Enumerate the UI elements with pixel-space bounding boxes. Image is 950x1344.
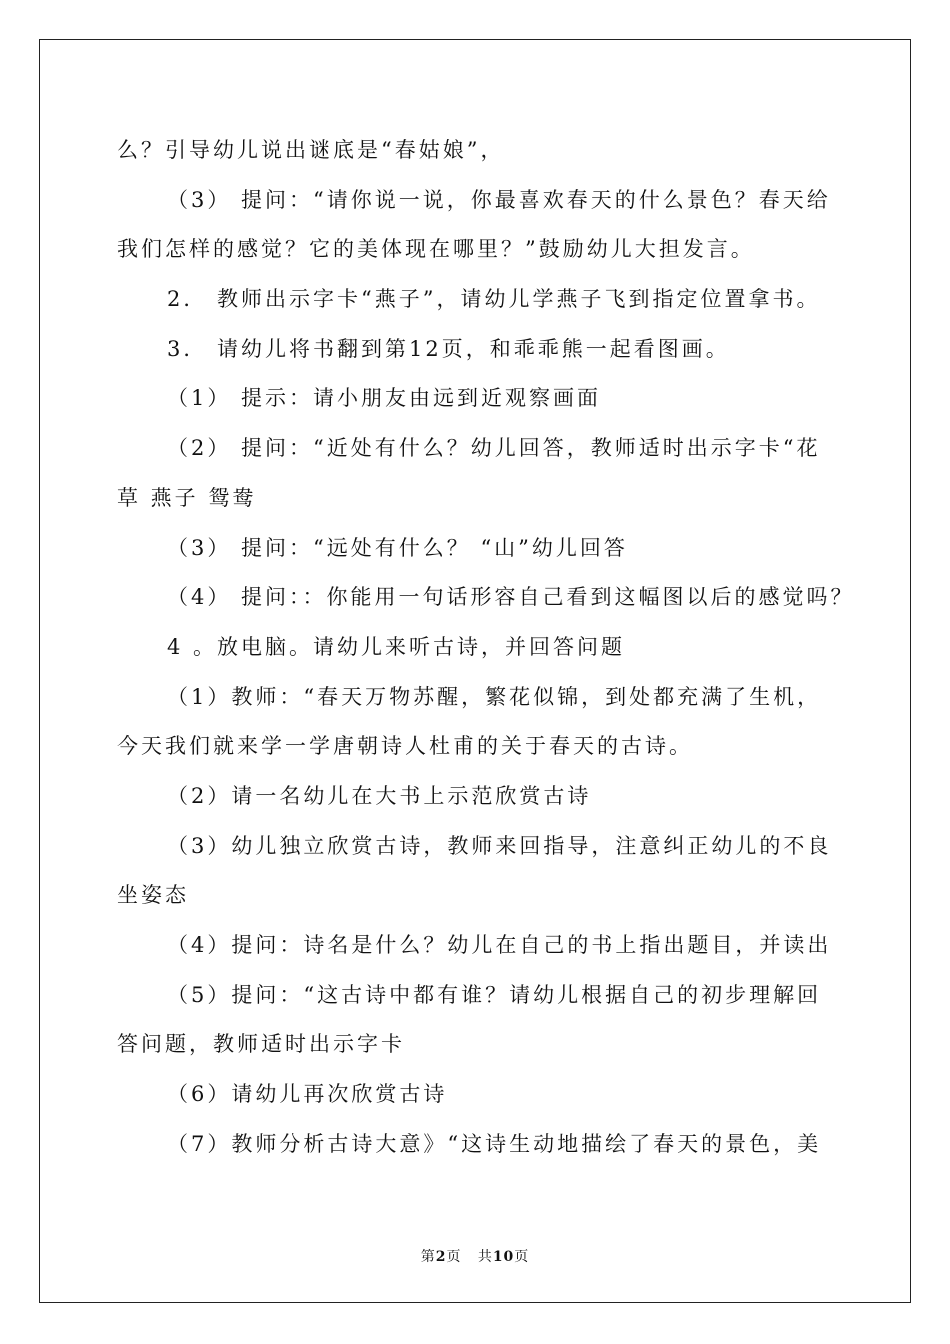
text-line: 我们怎样的感觉？它的美体现在哪里？”鼓励幼儿大担发言。 (117, 237, 755, 262)
total-pages: 10 (492, 1249, 515, 1265)
text-line: （1） 提示：请小朋友由远到近观察画面 (167, 386, 602, 411)
text-line: （3） 提问：“远处有什么？ “山”幼儿回答 (167, 535, 628, 560)
text-line: （3） 提问：“请你说一说，你最喜欢春天的什么景色？春天给 (167, 187, 831, 212)
text-line: 答问题，教师适时出示字卡 (117, 1032, 405, 1057)
text-line: 今天我们就来学一学唐朝诗人杜甫的关于春天的古诗。 (117, 734, 693, 759)
page-prefix: 第 (420, 1249, 436, 1265)
page-footer (0, 1247, 950, 1267)
text-line: 么？引导幼儿说出谜底是“春姑娘”， (117, 138, 505, 162)
page-number: 2 (435, 1249, 447, 1265)
text-line: （2）请一名幼儿在大书上示范欣赏古诗 (167, 783, 592, 808)
text-line: （5）提问：“这古诗中都有谁？请幼儿根据自己的初步理解回 (167, 982, 822, 1007)
page-suffix: 页 (446, 1249, 462, 1265)
text-line: 2． 教师出示字卡“燕子”，请幼儿学燕子飞到指定位置拿书。 (167, 287, 821, 312)
total-prefix: 共 (477, 1249, 493, 1265)
text-line: （6）请幼儿再次欣赏古诗 (167, 1082, 448, 1107)
text-line: （3）幼儿独立欣赏古诗，教师来回指导，注意纠正幼儿的不良 (167, 833, 832, 858)
document-body (117, 126, 855, 1169)
text-line: 草 燕子 鸳鸯 (117, 485, 257, 510)
text-line: （4）提问：诗名是什么？幼儿在自己的书上指出题目，并读出 (167, 933, 832, 957)
text-line: 3． 请幼儿将书翻到第12页，和乖乖熊一起看图画。 (167, 336, 730, 361)
text-line: （4） 提问：：你能用一句话形容自己看到这幅图以后的感觉吗？ (167, 585, 855, 610)
text-line: （2） 提问：“近处有什么？幼儿回答，教师适时出示字卡“花 (167, 436, 821, 461)
total-suffix: 页 (514, 1249, 530, 1265)
text-line: 坐姿态 (117, 883, 189, 908)
text-line: （1）教师：“春天万物苏醒，繁花似锦，到处都充满了生机， (167, 684, 822, 709)
text-line: （7）教师分析古诗大意》“这诗生动地描绘了春天的景色，美 (167, 1131, 822, 1156)
text-line: 4 。放电脑。请幼儿来听古诗，并回答问题 (167, 634, 626, 659)
